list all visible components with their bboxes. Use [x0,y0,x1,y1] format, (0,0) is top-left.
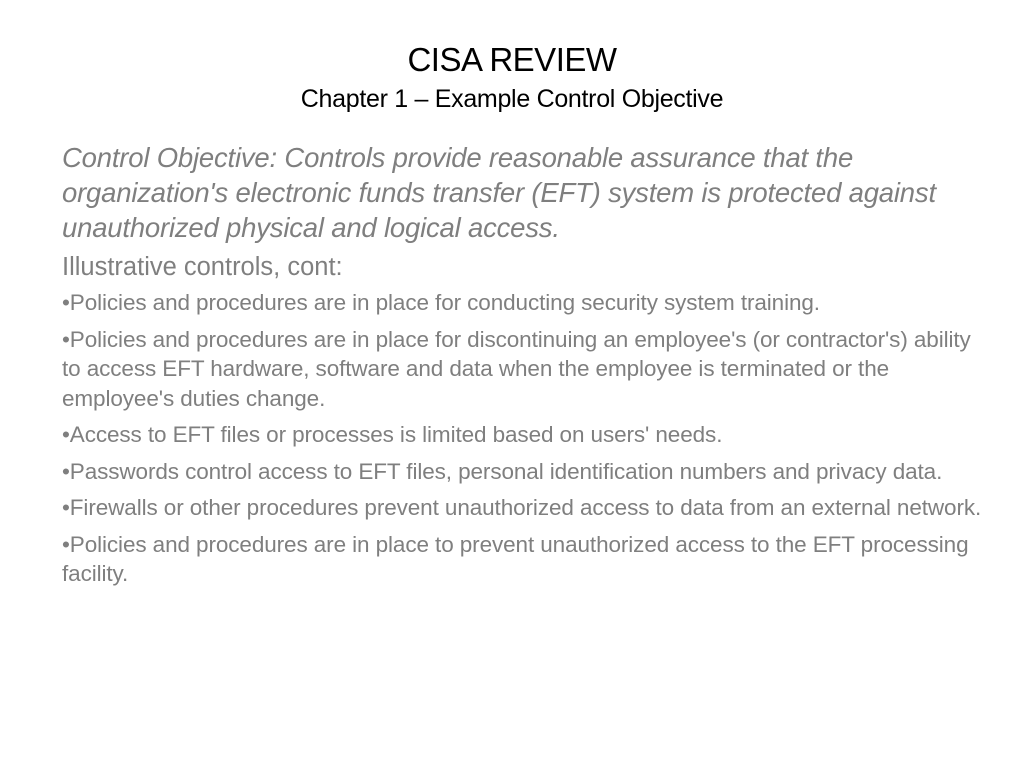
control-objective: Control Objective: Controls provide reasonable assurance that the organization's electronic funds transfer (EFT) system is protected against unauthorized physical and logical access. [62,142,936,243]
bullet-text: Firewalls or other procedures prevent unauthorized access to data from an external network. [69,495,982,520]
bullet-marker: • [62,290,70,315]
slide-subtitle: Chapter 1 – Example Control Objective [300,85,724,113]
bullet-marker: • [62,422,70,447]
bullet-item [62,288,992,318]
bullet-item [62,325,992,414]
bullet-marker: • [62,326,70,352]
bullet-text: Policies and procedures are in place for conducting security system training. [69,290,820,315]
bullet-text: Passwords control access to EFT files, personal identification numbers and privacy data. [69,458,943,484]
bullet-marker: • [62,495,70,520]
bullet-item [62,457,992,487]
bullet-marker: • [62,531,70,557]
slide-title: CISA REVIEW [407,41,617,78]
slide-content [62,140,992,596]
title-block [0,38,1024,116]
bullet-item [62,493,992,523]
bullet-item [62,530,992,589]
section-heading: Illustrative controls, cont: [62,253,343,281]
bullet-marker: • [62,458,70,484]
bullet-text: Policies and procedures are in place for discontinuing an employee's (or contractor's) ability to access EFT hardware, software and data when the employee is terminated or the employee's duties change. [62,326,971,411]
bullet-item [62,420,992,450]
bullet-text: Policies and procedures are in place to prevent unauthorized access to the EFT processing facility. [62,531,969,586]
bullet-text: Access to EFT files or processes is limited based on users' needs. [69,422,723,447]
